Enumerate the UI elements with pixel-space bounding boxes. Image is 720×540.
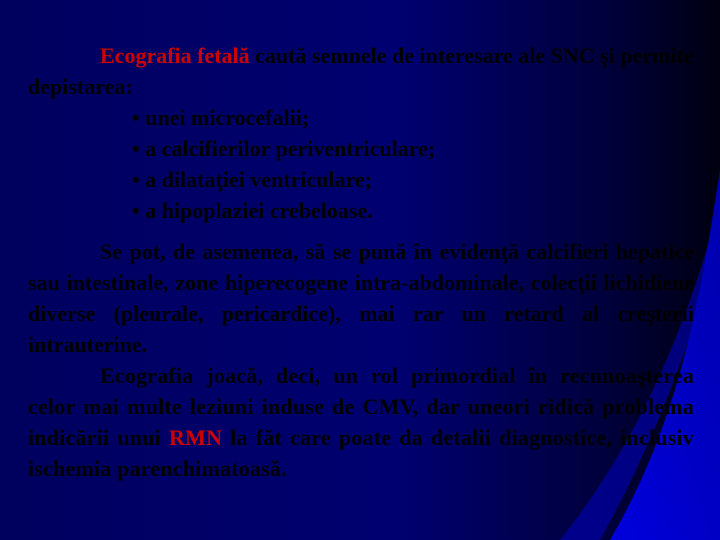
list-item: • a dilataţiei ventriculare;: [132, 167, 373, 192]
intro-text: caută semnele de interesare ale SNC şi permite depistarea:: [28, 43, 694, 99]
calcifications-paragraph: Se pot, de asemenea, să se pună în evidenţă calcifieri hepatice sau intestinale, zone hiperecogene intra-abdominale, colecţii lichidiene diverse (pleurale, pericardice), mai rar un retard al creşterii intrauterine.: [28, 239, 694, 357]
conclusion-text-after: la făt care poate da detalii diagnostice, inclusiv ischemia parenchimatoasă.: [28, 425, 694, 481]
conclusion-paragraph: [28, 360, 694, 484]
findings-list: [28, 102, 694, 226]
conclusion-text-before: Ecografia joacă, deci, un rol primordial în recunoaşterea celor mai multe leziuni induse de CMV, dar uneori ridică problema indicării unui: [28, 363, 694, 450]
slide-content: [28, 40, 694, 484]
list-item: • a hipoplaziei crebeloase.: [132, 198, 373, 223]
highlight-ecografia-fetala: Ecografia fetală: [100, 43, 250, 68]
list-item: • a calcifierilor periventriculare;: [132, 136, 436, 161]
list-item: • unei microcefalii;: [132, 105, 310, 130]
intro-paragraph: [28, 40, 694, 102]
highlight-rmn: RMN: [169, 425, 223, 450]
